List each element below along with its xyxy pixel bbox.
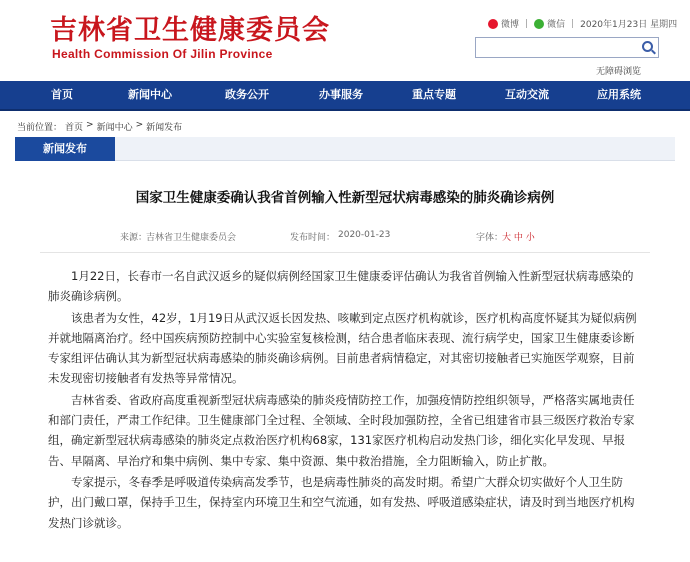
- accessibility-link[interactable]: 无障碍浏览: [596, 67, 642, 77]
- site-header: [0, 0, 690, 80]
- breadcrumb: [17, 120, 185, 133]
- breadcrumb-item-news-center[interactable]: 新闻中心: [96, 123, 133, 133]
- nav-item-services[interactable]: 办事服务: [319, 88, 363, 101]
- breadcrumb-separator: >: [135, 120, 144, 130]
- article-title: 国家卫生健康委确认我省首例输入性新型冠状病毒感染的肺炎确诊病例: [135, 190, 555, 206]
- wechat-icon[interactable]: [534, 19, 544, 29]
- article-body: [48, 266, 638, 534]
- nav-item-news-center[interactable]: 新闻中心: [128, 88, 172, 101]
- source-label: 来源：: [120, 233, 148, 243]
- source-value: 吉林省卫生健康委员会: [146, 233, 237, 243]
- publish-date: 2020-01-23: [338, 230, 391, 240]
- weibo-link[interactable]: 微博: [501, 20, 520, 30]
- search-input[interactable]: [476, 38, 636, 57]
- nav-item-applications[interactable]: 应用系统: [597, 88, 641, 101]
- search-box: [475, 37, 659, 58]
- current-date: 2020年1月23日 星期四: [580, 20, 678, 30]
- breadcrumb-separator: >: [86, 120, 94, 130]
- separator: |: [571, 18, 575, 29]
- article-paragraph: 专家提示，冬春季是呼吸道传染病高发季节，也是病毒性肺炎的高发时期。希望广大群众切实做好个人卫生防护，出门戴口罩，保持手卫生，保持室内环境卫生和空气流通，如有发热、呼吸道感染症状，请及时到当地医疗机构发热门诊就诊。: [48, 474, 635, 530]
- site-logo-english[interactable]: Health Commission Of Jilin Province: [52, 47, 273, 61]
- nav-item-interaction[interactable]: 互动交流: [505, 88, 549, 101]
- article-paragraph: 吉林省委、省政府高度重视新型冠状病毒感染的肺炎疫情防控工作，加强疫情防控组织领导，严格落实属地责任和部门责任，严肃工作纪律。卫生健康部门全过程、全领域、全时段加强防控，全省已组建省市县三级医疗救治专家组，确定新型冠状病毒感染的肺炎定点救治医疗机构68家，131家医疗机构启动发热门诊，细化实化早发现、早报告、早隔离、早治疗和集中病例、集中专家、集中资源、集中救治措施，全力阻断输入，防止扩散。: [48, 392, 635, 468]
- article-paragraph: 1月22日，长春市一名自武汉返乡的疑似病例经国家卫生健康委评估确认为我省首例输入性新型冠状病毒感染的肺炎确诊病例。: [48, 269, 634, 304]
- site-logo-chinese[interactable]: 吉林省卫生健康委员会: [50, 15, 330, 46]
- weibo-icon[interactable]: [488, 19, 498, 29]
- tab-news-release[interactable]: 新闻发布: [15, 137, 115, 161]
- main-nav: [0, 81, 690, 111]
- font-size-label: 字体：: [476, 233, 504, 243]
- section-bar: [15, 137, 675, 161]
- nav-item-home[interactable]: 首页: [51, 88, 73, 101]
- date-label: 发布时间：: [290, 233, 336, 243]
- divider: [40, 252, 650, 253]
- top-links: [488, 17, 677, 30]
- breadcrumb-item-home[interactable]: 首页: [65, 123, 84, 133]
- wechat-link[interactable]: 微信: [547, 20, 566, 30]
- article-paragraph: 该患者为女性，42岁，1月19日从武汉返长因发热、咳嗽到定点医疗机构就诊，医疗机构高度怀疑其为疑似病例并就地隔离治疗。经中国疾病预防控制中心实验室复核检测，结合患者临床表现、流行病学史，国家卫生健康委诊断专家组评估确认其为新型冠状病毒感染的肺炎确诊病例。目前患者病情稳定，对其密切接触者已实施医学观察，目前未发现密切接触者有发热等异常情况。: [48, 310, 637, 386]
- font-size-control[interactable]: 大 中 小: [502, 233, 535, 243]
- separator: |: [525, 18, 529, 29]
- breadcrumb-prefix: 当前位置：: [17, 123, 63, 133]
- nav-item-government-affairs[interactable]: 政务公开: [225, 88, 269, 101]
- nav-item-key-topics[interactable]: 重点专题: [412, 88, 456, 101]
- breadcrumb-item-news-release[interactable]: 新闻发布: [146, 123, 183, 133]
- search-icon[interactable]: [642, 41, 653, 52]
